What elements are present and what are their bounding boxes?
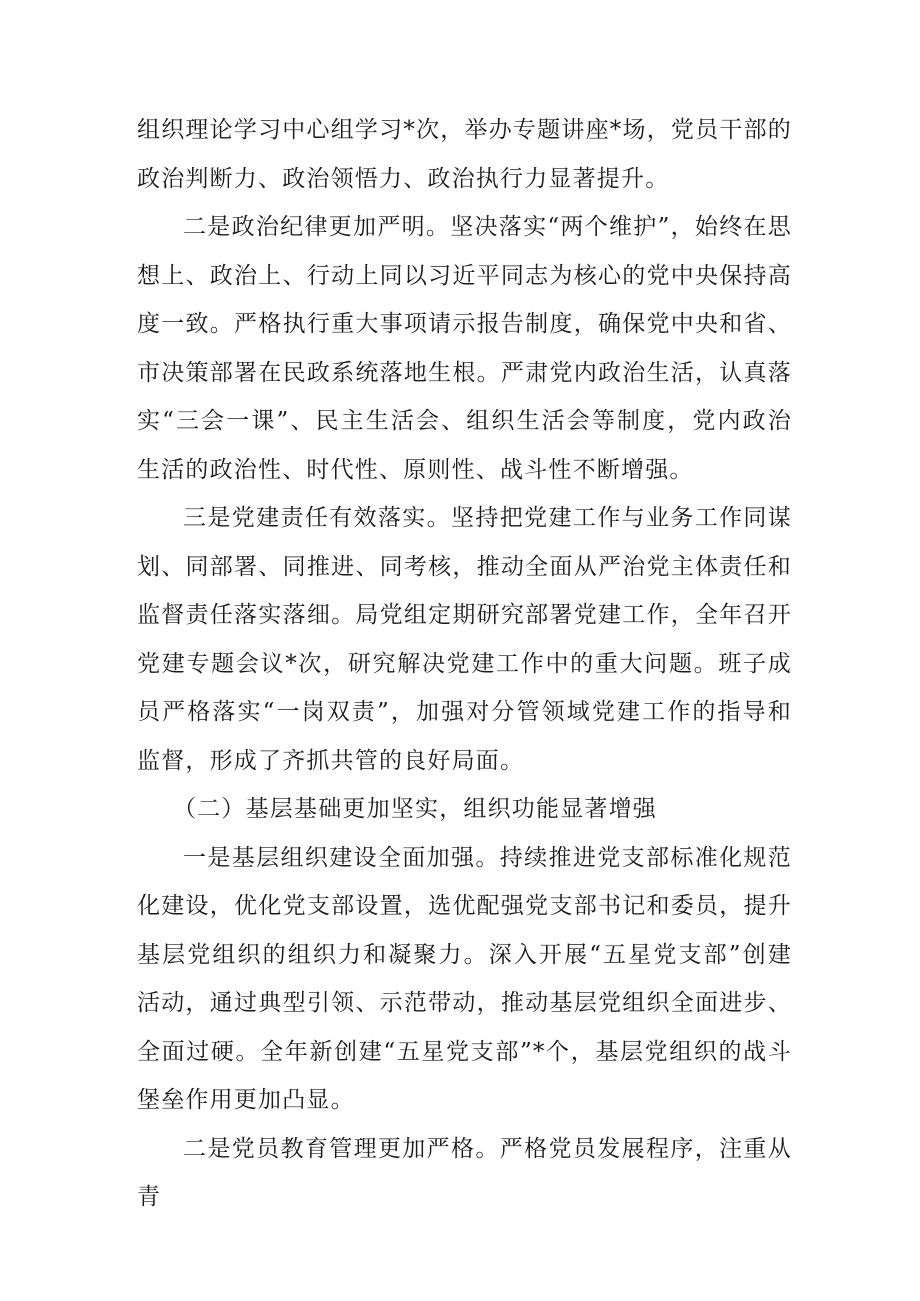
paragraph-theory-study: 组织理论学习中心组学习*次，举办专题讲座*场，党员干部的政治判断力、政治领悟力、政治执行力显著提升。 — [137, 117, 792, 192]
document-body — [137, 106, 792, 1222]
paragraph-political-discipline: 二是政治纪律更加严明。坚决落实“两个维护”，始终在思想上、政治上、行动上同以习近平同志为核心的党中央保持高度一致。严格执行重大事项请示报告制度，确保党中央和省、市决策部署在民政系统落地生根。严肃党内政治生活，认真落实“三会一课”、民主生活会、组织生活会等制度，党内政治生活的政治性、时代性、原则性、战斗性不断增强。 — [137, 214, 792, 483]
paragraph-party-responsibility: 三是党建责任有效落实。坚持把党建工作与业务工作同谋划、同部署、同推进、同考核，推动全面从严治党主体责任和监督责任落实落细。局党组定期研究部署党建工作，全年召开党建专题会议*次，研究解决党建工作中的重大问题。班子成员严格落实“一岗双责”，加强对分管领域党建工作的指导和监督，形成了齐抓共管的良好局面。 — [137, 505, 792, 774]
paragraph-grassroots-organization: 一是基层组织建设全面加强。持续推进党支部标准化规范化建设，优化党支部设置，选优配强党支部书记和委员，提升基层党组织的组织力和凝聚力。深入开展“五星党支部”创建活动，通过典型引领、示范带动，推动基层党组织全面进步、全面过硬。全年新创建“五星党支部”*个，基层党组织的战斗堡垒作用更加凸显。 — [137, 844, 792, 1113]
paragraph-member-education: 二是党员教育管理更加严格。严格党员发展程序，注重从青 — [137, 1135, 792, 1210]
section-heading-grassroots: （二）基层基础更加坚实，组织功能显著增强 — [173, 796, 657, 822]
